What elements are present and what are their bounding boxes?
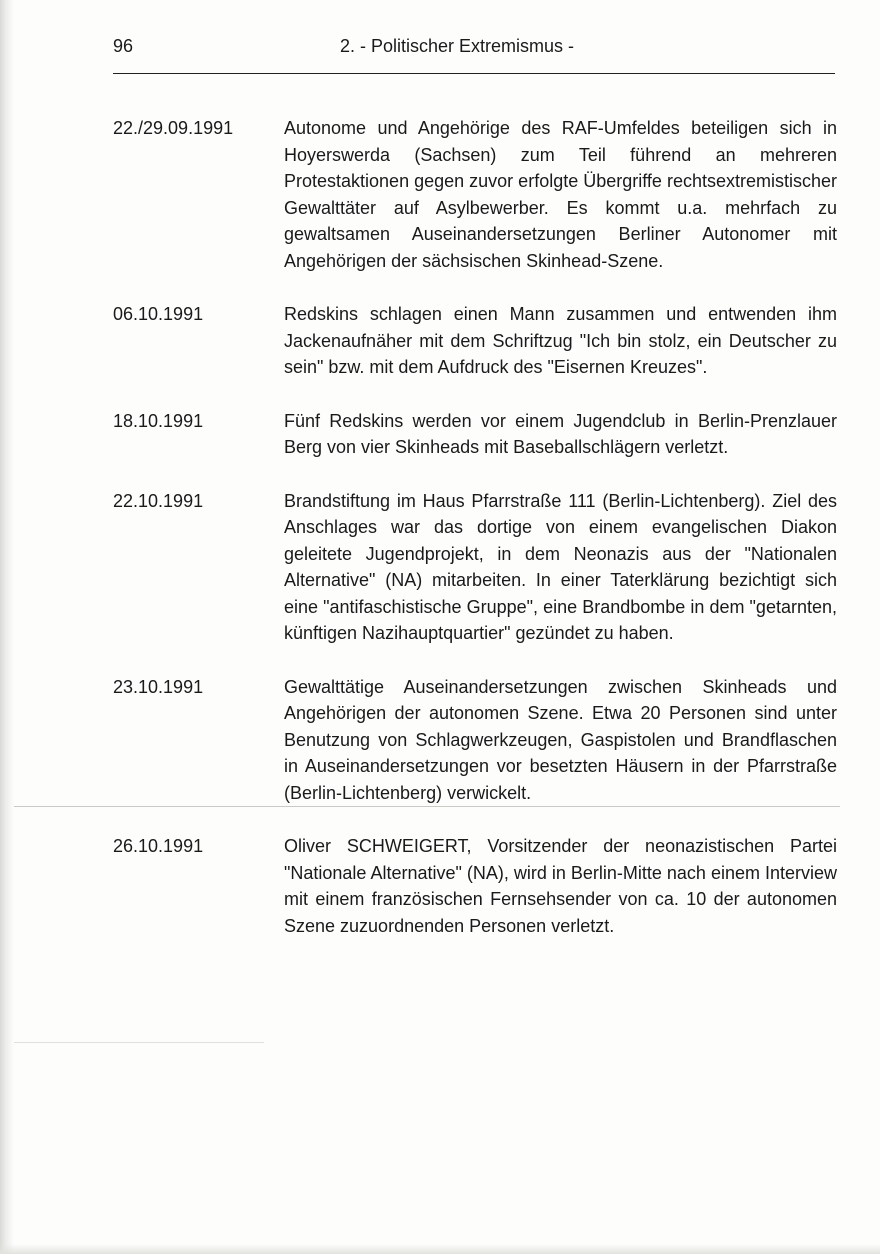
chronology-entry bbox=[113, 115, 838, 274]
entry-text: Brandstiftung im Haus Pfarrstraße 111 (Berlin-Lichtenberg). Ziel des Anschlages war das dortige von einem evangelischen Diakon geleitete Jugendprojekt, in dem Neonazis aus der "Nationalen Alternative" (NA) mitarbeiten. In einer Taterklärung bezichtigt sich eine "antifaschistische Gruppe", eine Brandbombe in dem "getarnten, künftigen Nazihauptquartier" gezündet zu haben. bbox=[284, 490, 837, 643]
entry-text: Autonome und Angehörige des RAF-Umfeldes beteiligen sich in Hoyerswerda (Sachsen) zum Teil führend an mehreren Protestaktionen gegen zuvor erfolgte Übergriffe rechtsextremistischer Gewalttäter auf Asylbewerber. Es kommt u.a. mehrfach zu gewaltsamen Auseinandersetzungen Berliner Autonomer mit Angehörigen der sächsischen Skinhead-Szene. bbox=[284, 118, 837, 271]
entry-date: 22.10.1991 bbox=[113, 490, 204, 511]
page-header bbox=[113, 36, 835, 64]
entry-date: 18.10.1991 bbox=[113, 410, 204, 431]
running-title: 2. - Politischer Extremismus - bbox=[340, 36, 575, 56]
chronology-entry bbox=[113, 408, 838, 461]
entry-text: Gewalttätige Auseinandersetzungen zwischen Skinheads und Angehörigen der autonomen Szene. Etwa 20 Personen sind unter Benutzung von Schlagwerkzeugen, Gaspistolen und Brandflaschen in Auseinandersetzungen vor besetzten Häusern in der Pfarrstraße (Berlin-Lichtenberg) verwickelt. bbox=[284, 676, 837, 803]
entry-date: 23.10.1991 bbox=[113, 676, 204, 697]
chronology-entry bbox=[113, 674, 838, 807]
scan-artifact-line bbox=[14, 1042, 264, 1043]
scan-artifact-line bbox=[14, 806, 840, 807]
entry-text: Redskins schlagen einen Mann zusammen und entwenden ihm Jackenaufnäher mit dem Schriftzug "Ich bin stolz, ein Deutscher zu sein" bzw. mit dem Aufdruck des "Eisernen Kreuzes". bbox=[284, 304, 837, 377]
entry-date: 06.10.1991 bbox=[113, 304, 204, 324]
chronology-list bbox=[113, 115, 838, 966]
page-number: 96 bbox=[113, 36, 134, 56]
entry-date: 22./29.09.1991 bbox=[113, 118, 234, 138]
chronology-entry bbox=[113, 833, 838, 939]
entry-date: 26.10.1991 bbox=[113, 836, 204, 856]
chronology-entry bbox=[113, 488, 838, 647]
entry-text: Fünf Redskins werden vor einem Jugendclub in Berlin-Prenzlauer Berg von vier Skinheads mit Baseballschlägern verletzt. bbox=[284, 410, 837, 457]
entry-text: Oliver SCHWEIGERT, Vorsitzender der neonazistischen Partei "Nationale Alternative" (NA), wird in Berlin-Mitte nach einem Interview mit einem französischen Fernsehsender von ca. 10 der autonomen Szene zuzuordnenden Personen verletzt. bbox=[284, 836, 837, 936]
header-rule bbox=[113, 73, 835, 74]
chronology-entry bbox=[113, 301, 838, 381]
